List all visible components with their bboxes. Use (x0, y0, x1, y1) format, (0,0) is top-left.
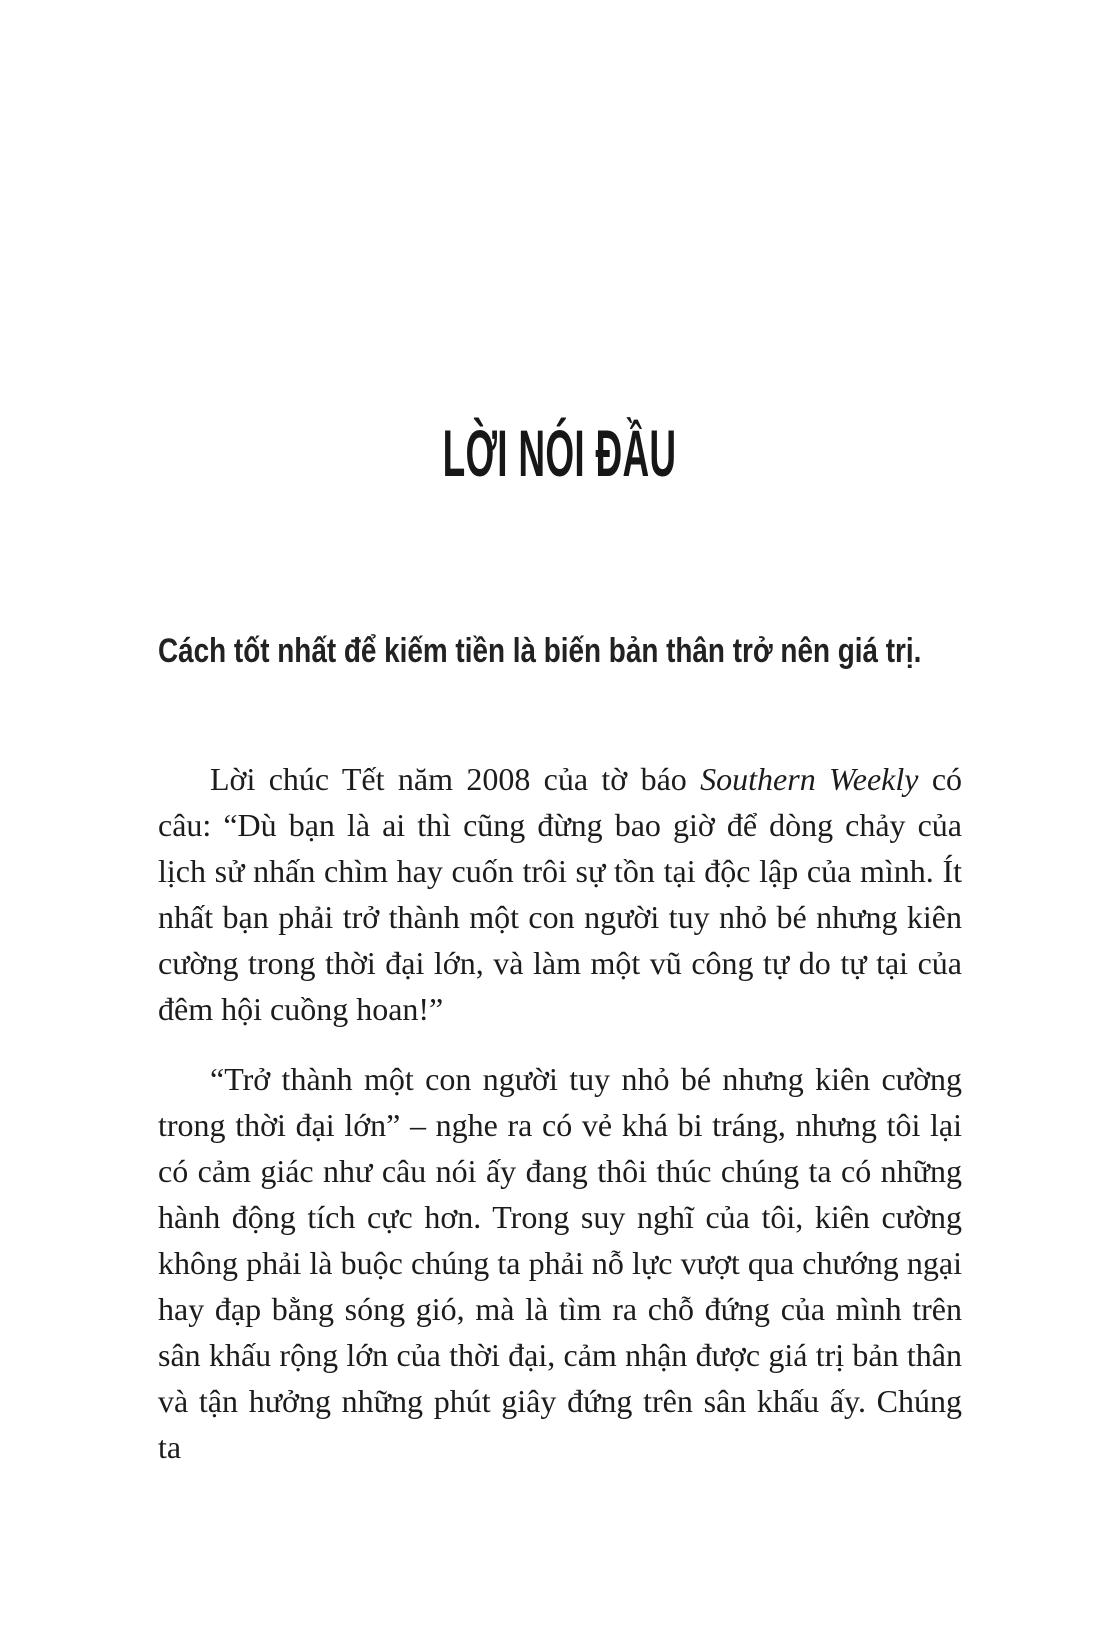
publication-name: Southern Weekly (700, 761, 919, 797)
chapter-title: LỜI NÓI ĐẦU (442, 416, 677, 490)
lead-sentence: Cách tốt nhất để kiếm tiền là biến bản thân trở nên giá trị. (158, 632, 922, 670)
paragraph (158, 1056, 962, 1470)
text-run: Lời chúc Tết năm 2008 của tờ báo (210, 761, 701, 797)
text-run: “Trở thành một con người tuy nhỏ bé nhưng kiên cường trong thời đại lớn” – nghe ra có vẻ khá bi tráng, nhưng tôi lại có cảm giác như câu nói ấy đang thôi thúc chúng ta có những hành động tích cực hơn. Trong suy nghĩ của tôi, kiên cường không phải là buộc chúng ta phải nỗ lực vượt qua chướng ngại hay đạp bằng sóng gió, mà là tìm ra chỗ đứng của mình trên sân khấu rộng lớn của thời đại, cảm nhận được giá trị bản thân và tận hưởng những phút giây đứng trên sân khấu ấy. Chúng ta (158, 1061, 962, 1465)
body-text (158, 756, 962, 1470)
text-run: có câu: “Dù bạn là ai thì cũng đừng bao giờ để dòng chảy của lịch sử nhấn chìm hay cuốn trôi sự tồn tại độc lập của mình. Ít nhất bạn phải trở thành một con người tuy nhỏ bé nhưng kiên cường trong thời đại lớn, và làm một vũ công tự do tự tại của đêm hội cuồng hoan!” (158, 761, 963, 1027)
paragraph (158, 756, 962, 1032)
